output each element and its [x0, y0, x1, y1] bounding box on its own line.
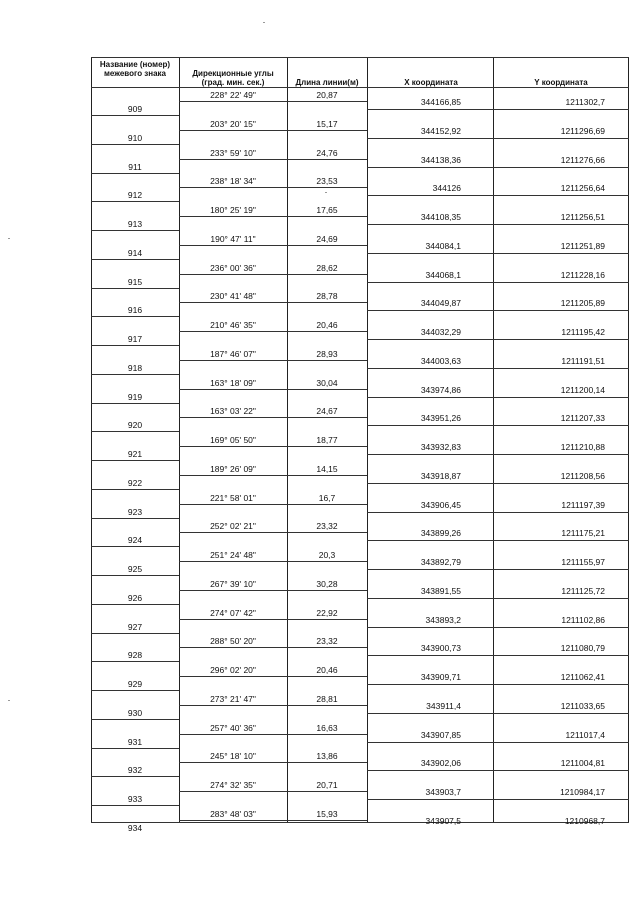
segment-row-border — [179, 532, 367, 533]
point-name: 929 — [127, 679, 143, 689]
point-name: 927 — [127, 621, 143, 632]
y-coordinate: 1211296,69 — [560, 125, 605, 136]
line-length: 30,28 — [316, 578, 338, 589]
direction-angle: 296° 02' 20" — [210, 665, 256, 675]
line-length: 23,53 — [316, 176, 338, 187]
segment-row-border — [179, 504, 367, 505]
x-coordinate: 344138,36 — [420, 154, 461, 165]
point-name: 917 — [127, 334, 143, 344]
point-row-border — [91, 288, 179, 289]
direction-angle: 267° 39' 10" — [210, 578, 256, 589]
segment-row-border — [179, 274, 367, 275]
segment-row-border — [179, 159, 367, 160]
y-coordinate: 1211175,21 — [561, 528, 605, 539]
point-row-border — [91, 403, 179, 404]
point-row-border — [91, 345, 179, 346]
point-row-border — [91, 661, 179, 662]
point-name: 916 — [127, 305, 143, 316]
y-coordinate: 1211004,81 — [560, 758, 605, 769]
segment-row-border — [179, 360, 367, 361]
header-angles: Дирекционные углы (град. мин. сек.) — [192, 69, 274, 87]
x-coordinate: 344068,1 — [425, 269, 461, 280]
line-length: 22,92 — [316, 607, 338, 618]
direction-angle: 233° 59' 10" — [210, 147, 256, 158]
direction-angle: 187° 46' 07" — [210, 348, 256, 359]
point-name: 923 — [127, 506, 143, 517]
y-coordinate: 1211256,64 — [560, 183, 605, 194]
segment-row-border — [179, 475, 367, 476]
x-coordinate: 344152,92 — [420, 125, 461, 136]
segment-row-border — [179, 590, 367, 591]
line-length: 28,93 — [316, 348, 338, 359]
point-row-border — [91, 489, 179, 490]
coordinate-row-border — [367, 368, 629, 369]
x-coordinate: 343951,26 — [420, 413, 461, 424]
x-coordinate: 343906,45 — [420, 499, 461, 510]
point-row-border — [91, 633, 179, 634]
point-name: 918 — [127, 362, 143, 373]
point-name: 933 — [127, 794, 143, 804]
segment-row-border — [179, 302, 367, 303]
y-coordinate: 1211102,86 — [561, 614, 605, 625]
coordinates-table — [91, 57, 629, 833]
coordinate-row-border — [367, 339, 629, 340]
x-coordinate: 344108,35 — [420, 212, 461, 222]
y-coordinate: 1210984,17 — [560, 787, 605, 797]
y-coordinate: 1211017,4 — [565, 729, 605, 740]
x-coordinate: 343909,71 — [420, 672, 461, 682]
coordinate-row-border — [367, 627, 629, 628]
x-coordinate: 343903,7 — [425, 787, 461, 797]
direction-angle: 274° 07' 42" — [210, 607, 256, 618]
point-name: 911 — [128, 161, 142, 172]
point-name: 914 — [127, 247, 143, 258]
segment-row-border — [179, 446, 367, 447]
point-row-border — [91, 604, 179, 605]
point-name: 926 — [127, 592, 143, 603]
x-coordinate: 343902,06 — [420, 758, 461, 769]
y-coordinate: 1211205,89 — [560, 298, 605, 309]
table-top-border — [91, 57, 629, 58]
line-length: 16,63 — [316, 722, 338, 733]
line-length: 17,65 — [316, 205, 338, 215]
coordinate-row-border — [367, 512, 629, 513]
coordinate-row-border — [367, 425, 629, 426]
line-length: 24,69 — [316, 233, 338, 244]
x-coordinate: 344003,63 — [420, 355, 461, 366]
y-coordinate: 1211062,41 — [560, 672, 605, 682]
coordinate-row-border — [367, 282, 629, 283]
point-name: 932 — [127, 765, 143, 776]
segment-row-border — [179, 734, 367, 735]
point-row-border — [91, 719, 179, 720]
point-row-border — [91, 144, 179, 145]
segment-row-border — [179, 561, 367, 562]
point-row-border — [91, 748, 179, 749]
point-name: 934 — [127, 822, 143, 833]
line-length: 24,67 — [316, 406, 338, 417]
coordinate-row-border — [367, 483, 629, 484]
coordinate-row-border — [367, 713, 629, 714]
y-coordinate: 1211228,16 — [560, 269, 605, 280]
point-name: 920 — [127, 420, 143, 431]
point-row-border — [91, 173, 179, 174]
point-row-border — [91, 230, 179, 231]
coordinate-row-border — [367, 569, 629, 570]
segment-row-border — [179, 647, 367, 648]
point-row-border — [91, 776, 179, 777]
segment-row-border — [179, 791, 367, 792]
coordinate-row-border — [367, 742, 629, 743]
direction-angle: 273° 21' 47" — [210, 693, 256, 704]
y-coordinate: 1211251,89 — [560, 240, 605, 251]
coordinate-row-border — [367, 397, 629, 398]
coordinate-row-border — [367, 195, 629, 196]
point-name: 912 — [127, 190, 143, 201]
direction-angle: 228° 22' 49" — [210, 90, 256, 100]
direction-angle: 274° 32' 35" — [210, 780, 256, 790]
x-coordinate: 343974,86 — [420, 384, 461, 395]
direction-angle: 210° 46' 35" — [210, 320, 256, 330]
direction-angle: 238° 18' 34" — [210, 176, 256, 187]
y-coordinate: 1211080,79 — [560, 643, 605, 654]
x-coordinate: 343899,26 — [420, 528, 461, 539]
header-bottom-border — [91, 87, 629, 88]
line-length: 15,93 — [316, 808, 338, 819]
x-coordinate: 343918,87 — [420, 470, 461, 481]
scan-speck — [263, 22, 265, 23]
line-length: 15,17 — [316, 118, 338, 129]
direction-angle: 251° 24' 48" — [210, 550, 256, 560]
point-name: 924 — [127, 535, 143, 546]
line-length: 20,3 — [318, 550, 336, 560]
header-y: Y координата — [534, 78, 588, 87]
point-row-border — [91, 690, 179, 691]
point-name: 910 — [127, 132, 143, 143]
direction-angle: 180° 25' 19" — [210, 205, 256, 215]
point-name: 909 — [127, 104, 143, 114]
line-length: 24,76 — [316, 147, 338, 158]
y-coordinate: 1211208,56 — [560, 470, 605, 481]
scan-speck — [8, 238, 10, 239]
segment-row-border — [179, 389, 367, 390]
y-coordinate: 1211276,66 — [560, 154, 605, 165]
y-coordinate: 1211207,33 — [560, 413, 605, 424]
line-length: 28,81 — [316, 693, 338, 704]
y-coordinate: 1211195,42 — [561, 327, 605, 337]
coordinate-row-border — [367, 454, 629, 455]
line-length: 20,46 — [316, 665, 338, 675]
table-column-border — [493, 57, 494, 823]
x-coordinate: 343907,5 — [425, 815, 461, 826]
coordinate-row-border — [367, 138, 629, 139]
line-length: 28,78 — [316, 291, 338, 302]
y-coordinate: 1211210,88 — [560, 442, 605, 452]
header-x: X координата — [404, 78, 458, 87]
x-coordinate: 343911,4 — [426, 700, 461, 711]
scan-speck — [8, 700, 10, 701]
point-name: 922 — [127, 477, 143, 488]
y-coordinate: 1211197,39 — [561, 499, 605, 510]
direction-angle: 169° 05' 50" — [210, 435, 256, 445]
direction-angle: 221° 58' 01" — [210, 492, 256, 503]
direction-angle: 230° 41' 48" — [210, 291, 256, 302]
direction-angle: 163° 18' 09" — [210, 377, 256, 388]
coordinate-row-border — [367, 253, 629, 254]
x-coordinate: 343892,79 — [420, 557, 461, 567]
segment-row-border — [179, 216, 367, 217]
direction-angle: 190° 47' 11" — [210, 233, 256, 244]
line-length: 23,32 — [316, 636, 338, 647]
segment-row-border — [179, 187, 367, 188]
coordinate-row-border — [367, 167, 629, 168]
point-row-border — [91, 316, 179, 317]
segment-row-border — [179, 619, 367, 620]
direction-angle: 236° 00' 36" — [210, 262, 256, 273]
y-coordinate: 1211191,51 — [561, 355, 605, 366]
point-row-border — [91, 518, 179, 519]
point-row-border — [91, 805, 179, 806]
y-coordinate: 1211155,97 — [561, 557, 605, 567]
segment-row-border — [179, 705, 367, 706]
x-coordinate: 343907,85 — [420, 729, 461, 740]
coordinate-row-border — [367, 799, 629, 800]
direction-angle: 252° 02' 21" — [210, 521, 256, 532]
segment-row-border — [179, 101, 367, 102]
direction-angle: 283° 48' 03" — [210, 808, 256, 819]
point-row-border — [91, 460, 179, 461]
y-coordinate: 1211200,14 — [560, 384, 605, 395]
direction-angle: 257° 40' 36" — [210, 722, 256, 733]
coordinate-row-border — [367, 655, 629, 656]
header-name: Название (номер) межевого знака — [99, 60, 171, 78]
line-length: 30,04 — [316, 377, 338, 388]
y-coordinate: 1211256,51 — [560, 212, 605, 222]
y-coordinate: 1211302,7 — [565, 97, 605, 107]
segment-row-border — [179, 331, 367, 332]
line-length: 18,77 — [316, 435, 338, 445]
direction-angle: 163° 03' 22" — [210, 406, 256, 417]
direction-angle: 203° 20' 15" — [210, 118, 256, 129]
point-row-border — [91, 115, 179, 116]
point-name: 930 — [127, 707, 143, 718]
line-length: 13,86 — [316, 751, 338, 762]
coordinate-row-border — [367, 109, 629, 110]
segment-row-border — [179, 130, 367, 131]
point-name: 925 — [127, 564, 143, 574]
direction-angle: 189° 26' 09" — [210, 463, 256, 474]
point-row-border — [91, 546, 179, 547]
point-name: 931 — [127, 736, 143, 747]
y-coordinate: 1210968,7 — [564, 815, 605, 826]
x-coordinate: 344049,87 — [420, 298, 461, 309]
segment-row-border — [179, 820, 367, 821]
table-column-border — [628, 57, 629, 823]
y-coordinate: 1211125,72 — [561, 585, 605, 596]
point-name: 915 — [127, 276, 143, 287]
segment-row-border — [179, 676, 367, 677]
point-row-border — [91, 259, 179, 260]
point-name: 921 — [127, 449, 143, 459]
x-coordinate: 343900,73 — [420, 643, 461, 654]
line-length: 14,15 — [316, 463, 338, 474]
coordinate-row-border — [367, 540, 629, 541]
point-name: 913 — [127, 219, 143, 229]
coordinate-row-border — [367, 598, 629, 599]
x-coordinate: 344166,85 — [420, 97, 461, 107]
x-coordinate: 343932,83 — [420, 442, 461, 452]
segment-row-border — [179, 762, 367, 763]
coordinate-row-border — [367, 224, 629, 225]
point-name: 919 — [127, 391, 143, 402]
x-coordinate: 343891,55 — [420, 585, 461, 596]
line-length: 23,32 — [316, 521, 338, 532]
direction-angle: 245° 18' 10" — [210, 751, 256, 762]
coordinate-row-border — [367, 310, 629, 311]
x-coordinate: 343893,2 — [425, 614, 461, 625]
line-length: 20,87 — [316, 90, 338, 100]
coordinate-row-border — [367, 684, 629, 685]
line-length: 28,62 — [316, 262, 338, 273]
line-length: 16,7 — [318, 492, 336, 503]
x-coordinate: 344084,1 — [425, 240, 461, 251]
line-length: 20,71 — [316, 780, 338, 790]
point-row-border — [91, 575, 179, 576]
point-row-border — [91, 374, 179, 375]
y-coordinate: 1211033,65 — [560, 700, 605, 711]
point-name: 928 — [127, 650, 143, 661]
segment-row-border — [179, 417, 367, 418]
segment-row-border — [179, 245, 367, 246]
x-coordinate: 344032,29 — [420, 327, 461, 337]
x-coordinate: 344126 — [432, 183, 461, 194]
direction-angle: 288° 50' 20" — [210, 636, 256, 647]
point-row-border — [91, 431, 179, 432]
line-length: 20,46 — [316, 320, 338, 330]
header-length: Длина линии(м) — [295, 78, 359, 87]
coordinate-row-border — [367, 770, 629, 771]
point-row-border — [91, 201, 179, 202]
scan-speck — [325, 192, 327, 193]
